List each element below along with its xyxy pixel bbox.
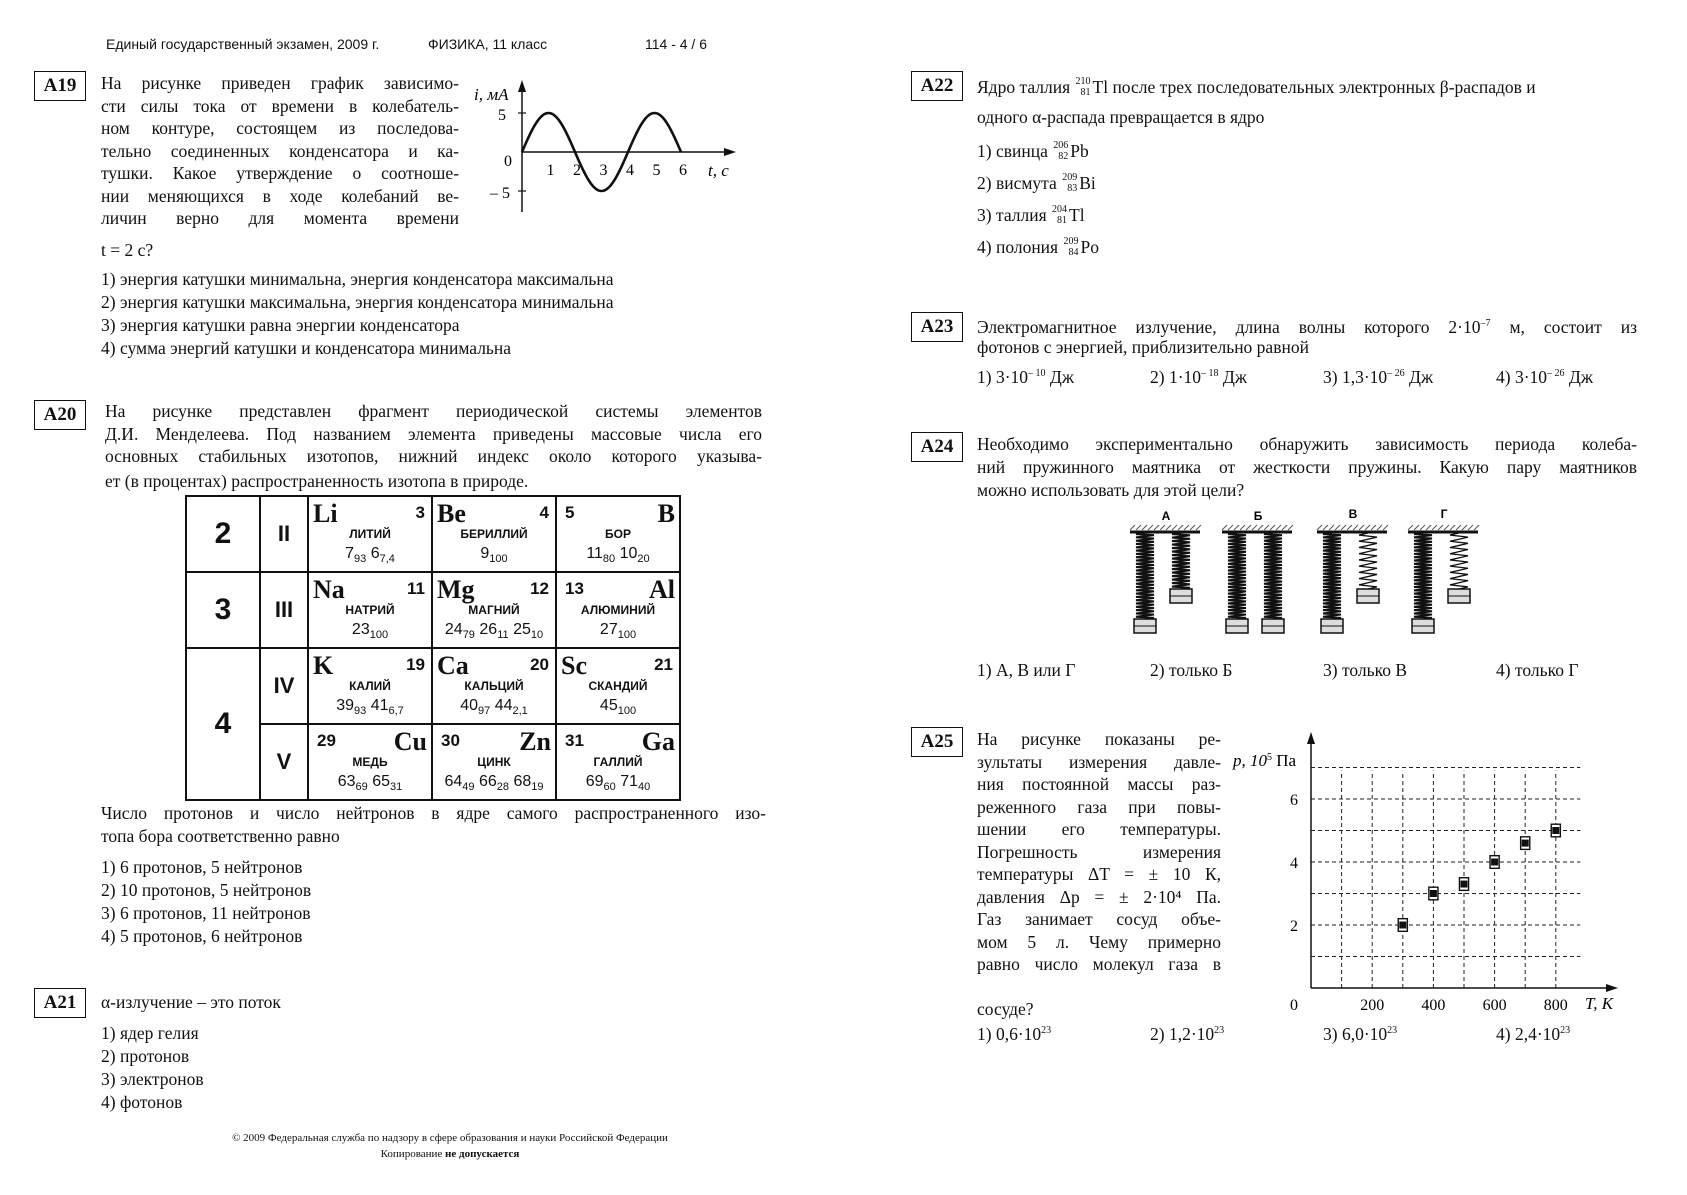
ceiling-hatch	[1462, 525, 1467, 530]
a24-text	[977, 433, 1637, 478]
ceiling-hatch	[1172, 525, 1177, 530]
y-axis-label: p, $10^5$ Па	[1233, 751, 1297, 770]
a23-line-2: фотонов с энергией, приблизительно равной	[977, 337, 1309, 357]
spring	[1228, 533, 1246, 619]
exam-title: Единый государственный экзамен, 2009 г.	[106, 36, 380, 52]
question-label-a25: A25	[911, 727, 963, 757]
group-label: III	[260, 572, 308, 648]
element-cell-li	[308, 496, 432, 572]
ceiling-hatch	[1438, 525, 1443, 530]
a23-line-1: Электромагнитное излучение, длина волны которого $2\cdot 10^{-7}$ м, состоит из	[977, 316, 1637, 337]
element-cell-na	[308, 572, 432, 648]
question-label-a19: A19	[34, 71, 86, 101]
ceiling-hatch	[1474, 525, 1479, 530]
element-cell-al	[556, 572, 680, 648]
y-tick-label: 4	[1290, 855, 1298, 872]
a23-option-4[interactable]: 4) $3\cdot 10^{- 26}$ Дж	[1496, 366, 1593, 387]
element-symbol: B	[657, 499, 675, 528]
ceiling-hatch	[1246, 525, 1251, 530]
isotopes: $69_{60}$ $71_{40}$	[585, 773, 651, 794]
question-label-a23: A23	[911, 312, 963, 342]
y-tick-label: 6	[1290, 792, 1298, 809]
ceiling-hatch	[1228, 525, 1233, 530]
question-label-a21: A21	[34, 988, 86, 1018]
element-name: КАЛЬЦИЙ	[464, 679, 524, 693]
element-symbol: Al	[649, 575, 675, 604]
a25-line: На рисунке показаны ре-	[977, 729, 1221, 749]
a20-option-2[interactable]: 2) 10 протонов, 5 нейтронов	[101, 880, 312, 900]
atomic-number: 31	[565, 731, 584, 750]
a25-option-3[interactable]: 3) $6,0\cdot 10^{23}$	[1323, 1023, 1398, 1044]
spring	[1414, 533, 1432, 619]
element-name: БОР	[605, 527, 631, 541]
question-label-a22: A22	[911, 71, 963, 101]
y-axis-label: i, мА	[474, 85, 509, 104]
spring	[1136, 533, 1154, 619]
x-tick-label: 6	[679, 162, 687, 179]
atomic-number: 19	[406, 655, 425, 674]
ceiling-hatch	[1166, 525, 1171, 530]
ceiling-hatch	[1136, 525, 1141, 530]
a25-line: ния постоянной массы раз-	[977, 774, 1221, 794]
ceiling-hatch	[1317, 525, 1322, 530]
x-axis-arrow	[1606, 984, 1618, 992]
pendulum-label: Г	[1440, 507, 1448, 521]
x-tick-label: 3	[599, 162, 608, 179]
group-label: V	[260, 724, 308, 800]
ceiling-hatch	[1371, 525, 1376, 530]
isotopes: $23_{100}$	[351, 621, 389, 642]
a25-line: зультаты измерения давле-	[977, 751, 1221, 772]
a22-option-3[interactable]: 3) таллия 204 81 Tl	[977, 203, 1085, 226]
element-cell-b	[556, 496, 680, 572]
a25-line: равно число молекул газа в	[977, 954, 1221, 974]
data-point	[1552, 827, 1559, 834]
a19-last-line: t = 2 с?	[101, 240, 154, 260]
a19-line: сти силы тока от времени в колебатель-	[101, 95, 459, 116]
element-symbol: Ga	[641, 727, 675, 756]
a25-line: реженного газа при повы-	[977, 796, 1221, 817]
ceiling-hatch	[1234, 525, 1239, 530]
ceiling-hatch	[1450, 525, 1455, 530]
atomic-number: 30	[441, 731, 460, 750]
a19-option-3[interactable]: 3) энергия катушки равна энергии конденсатора	[101, 315, 460, 335]
atomic-number: 20	[530, 655, 549, 674]
a21-option-3[interactable]: 3) электронов	[101, 1069, 204, 1089]
ceiling-hatch	[1270, 525, 1275, 530]
a20-question-line: Число протонов и число нейтронов в ядре самого распространенного изо-	[101, 803, 766, 823]
element-symbol: Zn	[519, 727, 551, 756]
a24-option-4[interactable]: 4) только Г	[1496, 660, 1579, 680]
element-symbol: K	[313, 651, 334, 680]
a19-line: ном контуре, состоящем из последова-	[101, 118, 459, 138]
a19-line: На рисунке приведен график зависимо-	[101, 73, 459, 93]
a20-option-3[interactable]: 3) 6 протонов, 11 нейтронов	[101, 903, 311, 923]
element-name: СКАНДИЙ	[588, 679, 648, 693]
a25-option-4[interactable]: 4) $2,4\cdot 10^{23}$	[1496, 1023, 1571, 1044]
element-name: АЛЮМИНИЙ	[580, 603, 656, 617]
y-tick-label: 2	[1290, 918, 1298, 935]
y-axis-arrow	[1307, 732, 1315, 744]
a19-option-2[interactable]: 2) энергия катушки максимальна, энергия конденсатора минимальна	[101, 292, 614, 312]
pendulum-label: А	[1161, 509, 1171, 523]
element-symbol: Mg	[437, 575, 475, 604]
ceiling-hatch	[1432, 525, 1437, 530]
x-tick-label: 5	[652, 162, 661, 179]
ceiling-hatch	[1276, 525, 1281, 530]
a20-line: На рисунке представлен фрагмент периодической системы элементов	[105, 401, 762, 421]
isotopes: $45_{100}$	[599, 697, 637, 718]
x-tick-label: 200	[1360, 997, 1385, 1014]
ceiling-hatch	[1178, 525, 1183, 530]
element-symbol: Cu	[393, 727, 427, 756]
ceiling-hatch	[1258, 525, 1263, 530]
a25-line: Погрешность измерения	[977, 841, 1221, 862]
spring	[1323, 533, 1341, 619]
x-tick-label: 0	[1290, 997, 1298, 1014]
spring	[1359, 533, 1377, 589]
period-2: 2	[186, 496, 260, 572]
element-name: ЛИТИЙ	[349, 527, 391, 541]
a20-line: Д.И. Менделеева. Под названием элемента приведены массовые числа его	[105, 423, 762, 444]
data-point	[1522, 840, 1529, 847]
a21-text: α-излучение – это поток	[101, 992, 281, 1012]
spring	[1172, 533, 1190, 589]
a19-line: тушки. Какое утверждение о соотноше-	[101, 163, 459, 183]
a22-option-2[interactable]: 2) висмута 209 83 Bi	[977, 171, 1096, 194]
x-tick-label: 1	[546, 162, 555, 179]
ceiling-hatch	[1252, 525, 1257, 530]
isotopes: $27_{100}$	[599, 621, 637, 642]
a20-text	[105, 400, 762, 468]
ceiling-hatch	[1408, 525, 1413, 530]
isotopes: $9_{100}$	[480, 545, 508, 566]
periodic-table-fragment	[185, 495, 681, 801]
ceiling-hatch	[1154, 525, 1159, 530]
ceiling-hatch	[1335, 525, 1340, 530]
a24-option-1[interactable]: 1) А, В или Г	[977, 660, 1076, 680]
x-tick-label: 800	[1543, 997, 1568, 1014]
atomic-number: 21	[654, 655, 673, 674]
atomic-number: 5	[565, 503, 575, 522]
element-cell-zn	[432, 724, 556, 800]
ceiling-hatch	[1365, 525, 1370, 530]
a21-option-4[interactable]: 4) фотонов	[101, 1092, 183, 1112]
element-name: МАГНИЙ	[468, 603, 520, 617]
a20-last-line: ет (в процентах) распространенность изотопа в природе.	[105, 471, 529, 491]
copy-notice: Копирование не допускается	[380, 1148, 520, 1160]
ceiling-hatch	[1426, 525, 1431, 530]
a20-question-last: топа бора соответственно равно	[101, 826, 340, 846]
a25-line: давления Δp = ± 2·10⁴ Па.	[977, 886, 1221, 907]
copyright-line: © 2009 Федеральная служба по надзору в сфере образования и науки Российской Федерации	[232, 1132, 668, 1144]
group-label: IV	[260, 648, 308, 724]
element-cell-mg	[432, 572, 556, 648]
isotopes: $40_{97}$ $44_{2,1}$	[460, 697, 528, 718]
a19-option-1[interactable]: 1) энергия катушки минимальна, энергия конденсатора максимальна	[101, 269, 614, 289]
ceiling-hatch	[1148, 525, 1153, 530]
a25-line: мом 5 л. Чему примерно	[977, 931, 1221, 952]
element-cell-cu	[308, 724, 432, 800]
a24-last-line: можно использовать для этой цели?	[977, 480, 1245, 500]
spring-pendulums-figure	[1130, 502, 1490, 652]
element-name: КАЛИЙ	[349, 679, 391, 693]
x-tick-label: 4	[626, 162, 634, 179]
pressure-temperature-graph	[1228, 730, 1628, 1015]
subject-title: ФИЗИКА, 11 класс	[428, 36, 548, 52]
isotopes: $7_{93}$ $6_{7,4}$	[345, 545, 395, 566]
element-symbol: Sc	[561, 651, 587, 680]
ceiling-hatch	[1456, 525, 1461, 530]
ceiling-hatch	[1468, 525, 1473, 530]
a19-line: личин верно для момента времени	[101, 208, 459, 228]
a19-text	[101, 72, 459, 230]
a24-line: Необходимо экспериментально обнаружить зависимость периода колеба-	[977, 434, 1637, 454]
period-3: 3	[186, 572, 260, 648]
isotopes: $39_{93}$ $41_{6,7}$	[336, 697, 404, 718]
data-point	[1430, 890, 1437, 897]
a24-option-3[interactable]: 3) только В	[1323, 660, 1408, 680]
ceiling-hatch	[1282, 525, 1287, 530]
spring	[1264, 533, 1282, 619]
element-symbol: Ca	[437, 651, 469, 680]
element-symbol: Na	[313, 575, 345, 604]
element-name: ЦИНК	[477, 755, 511, 769]
data-point	[1399, 922, 1406, 929]
ceiling-hatch	[1377, 525, 1382, 530]
a25-line: шении его температуры.	[977, 819, 1221, 839]
question-label-a24: A24	[911, 432, 963, 462]
isotopes: $64_{49}$ $66_{28}$ $68_{19}$	[444, 773, 544, 794]
ceiling-hatch	[1142, 525, 1147, 530]
atomic-number: 29	[317, 731, 336, 750]
a25-line: температуры ΔT = ± 10 К,	[977, 864, 1221, 884]
ceiling-hatch	[1184, 525, 1189, 530]
y-tick-label: 0	[504, 153, 512, 170]
ceiling-hatch	[1341, 525, 1346, 530]
a22-option-4[interactable]: 4) полония 209 84 Po	[977, 235, 1099, 258]
element-cell-ga	[556, 724, 680, 800]
element-cell-be	[432, 496, 556, 572]
group-label: II	[260, 496, 308, 572]
element-cell-ca	[432, 648, 556, 724]
current-time-graph	[470, 78, 740, 218]
ceiling-hatch	[1264, 525, 1269, 530]
ceiling-hatch	[1130, 525, 1135, 530]
element-symbol: Be	[437, 499, 466, 528]
element-name: НАТРИЙ	[345, 603, 395, 617]
a25-last-line: сосуде?	[977, 999, 1034, 1019]
data-point	[1461, 881, 1468, 888]
element-symbol: Li	[313, 499, 338, 528]
isotopes: $63_{69}$ $65_{31}$	[337, 773, 403, 794]
ceiling-hatch	[1160, 525, 1165, 530]
ceiling-hatch	[1240, 525, 1245, 530]
isotopes: $11_{80}$ $10_{20}$	[586, 545, 650, 566]
period-4: 4	[186, 648, 260, 800]
a20-option-4[interactable]: 4) 5 протонов, 6 нейтронов	[101, 926, 303, 946]
ceiling-hatch	[1323, 525, 1328, 530]
spring	[1450, 533, 1468, 589]
ceiling-hatch	[1190, 525, 1195, 530]
a24-line: ний пружинного маятника от жесткости пружины. Какую пару маятников	[977, 456, 1637, 477]
a25-option-2[interactable]: 2) $1,2\cdot 10^{23}$	[1150, 1023, 1225, 1044]
a19-line: тельно соединенных конденсатора и ка-	[101, 140, 459, 161]
atomic-number: 3	[415, 503, 425, 522]
y-tick-label: 5	[498, 107, 506, 124]
ceiling-hatch	[1420, 525, 1425, 530]
atomic-number: 4	[539, 503, 549, 522]
a25-line: Газ занимает сосуд объе-	[977, 909, 1221, 929]
atomic-number: 11	[407, 579, 425, 598]
isotopes: $24_{79}$ $26_{11}$ $25_{10}$	[444, 621, 544, 642]
a24-option-2[interactable]: 2) только Б	[1150, 660, 1233, 680]
ceiling-hatch	[1222, 525, 1227, 530]
a21-option-1[interactable]: 1) ядер гелия	[101, 1023, 199, 1043]
a19-option-4[interactable]: 4) сумма энергий катушки и конденсатора минимальна	[101, 338, 512, 358]
a21-option-2[interactable]: 2) протонов	[101, 1046, 190, 1066]
x-axis-label: t, с	[708, 161, 729, 180]
ceiling-hatch	[1359, 525, 1364, 530]
x-tick-label: 400	[1421, 997, 1446, 1014]
element-cell-k	[308, 648, 432, 724]
a25-option-1[interactable]: 1) $0,6\cdot 10^{23}$	[977, 1023, 1052, 1044]
x-tick-label: 600	[1482, 997, 1507, 1014]
a20-option-1[interactable]: 1) 6 протонов, 5 нейтронов	[101, 857, 303, 877]
a20-line: основных стабильных изотопов, нижний индекс около которого указыва-	[105, 446, 762, 466]
x-tick-label: 2	[573, 162, 581, 179]
pendulum-label: Б	[1253, 509, 1263, 523]
atomic-number: 13	[565, 579, 584, 598]
ceiling-hatch	[1288, 525, 1293, 530]
data-point	[1491, 859, 1498, 866]
ceiling-hatch	[1444, 525, 1449, 530]
ceiling-hatch	[1383, 525, 1388, 530]
a23-option-2[interactable]: 2) $1\cdot 10^{- 18}$ Дж	[1150, 366, 1247, 387]
page-number: 114 - 4 / 6	[645, 36, 708, 52]
y-axis-arrow	[518, 80, 526, 92]
y-tick-label: – 5	[490, 185, 510, 202]
a19-line: нии меняющихся в ходе колебаний ве-	[101, 185, 459, 206]
a25-text	[977, 728, 1221, 976]
x-axis-arrow	[724, 148, 736, 156]
ceiling-hatch	[1196, 525, 1201, 530]
element-name: МЕДЬ	[352, 755, 388, 769]
element-name: БЕРИЛЛИЙ	[460, 527, 528, 541]
ceiling-hatch	[1414, 525, 1419, 530]
a22-option-1[interactable]: 1) свинца 206 82 Pb	[977, 139, 1089, 162]
element-cell-sc	[556, 648, 680, 724]
a23-option-1[interactable]: 1) $3\cdot 10^{- 10}$ Дж	[977, 366, 1074, 387]
ceiling-hatch	[1329, 525, 1334, 530]
atomic-number: 12	[530, 579, 549, 598]
question-label-a20: A20	[34, 400, 86, 430]
x-axis-label: T, К	[1585, 994, 1613, 1013]
a23-option-3[interactable]: 3) $1,3\cdot 10^{- 26}$ Дж	[1323, 366, 1434, 387]
a22-line-1: Ядро таллия 210 81 Tl после трех последовательных электронных β-распадов и	[977, 75, 1536, 98]
a22-line-2: одного α-распада превращается в ядро	[977, 107, 1265, 127]
ceiling-hatch	[1347, 525, 1352, 530]
pendulum-label: В	[1348, 507, 1358, 521]
element-name: ГАЛЛИЙ	[593, 755, 643, 769]
ceiling-hatch	[1353, 525, 1358, 530]
